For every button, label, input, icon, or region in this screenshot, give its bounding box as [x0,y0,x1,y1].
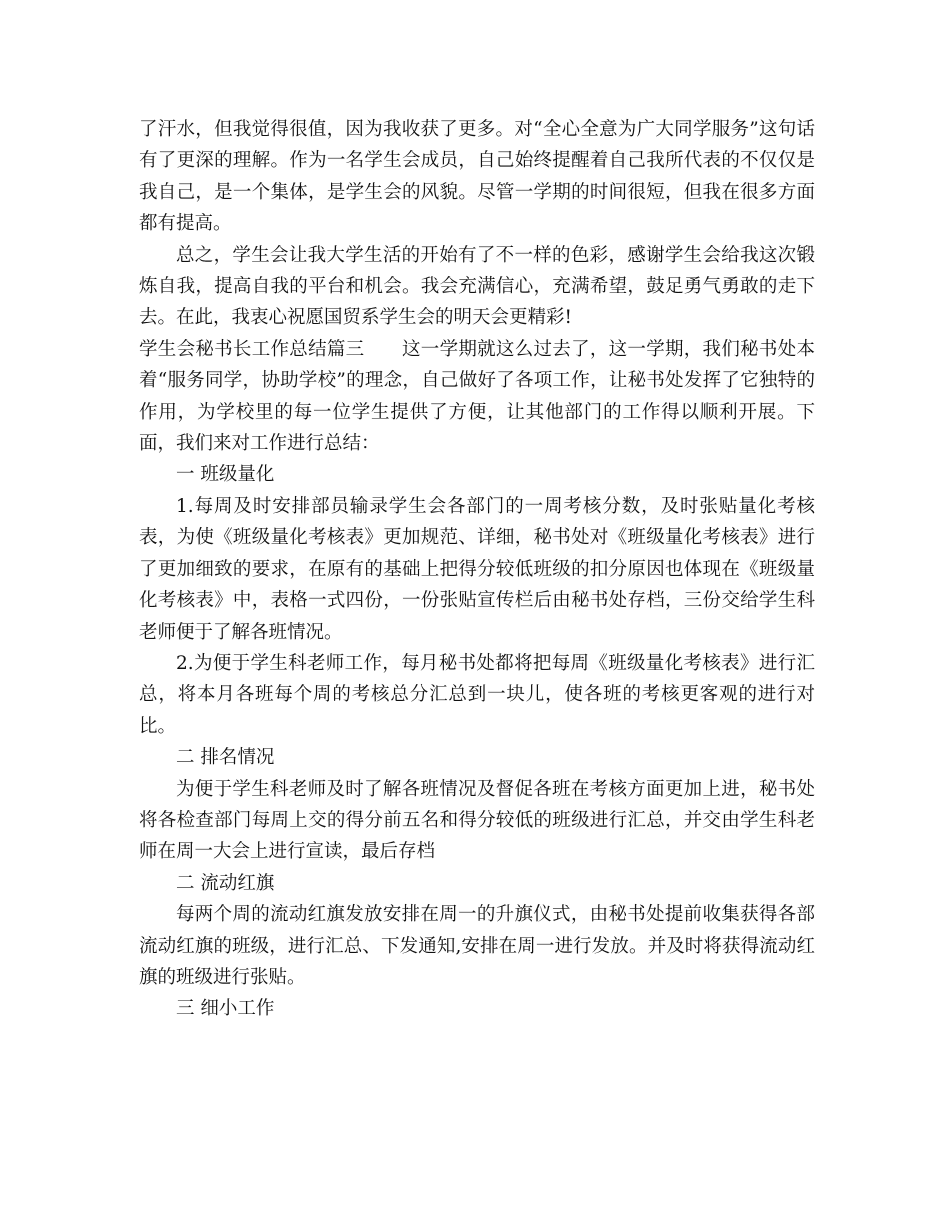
section-heading-1: 一 班级量化 [176,464,275,486]
paragraph-3: 学生会秘书长工作总结篇三 这一学期就这么过去了，这一学期，我们秘书处本着“服务同学，协助学校”的理念，自己做好了各项工作，让秘书处发挥了它独特的作用，为学校里的每一位学生提供了方便，让其他部门的工作得以顺利开展。下面，我们来对工作进行总结： [139,338,815,455]
paragraph-2: 总之，学生会让我大学生活的开始有了不一样的色彩，感谢学生会给我这次锻炼自我，提高自我的平台和机会。我会充满信心，充满希望，鼓足勇气勇敢的走下去。在此，我衷心祝愿国贸系学生会的明天会更精彩! [139,244,815,329]
paragraph-4: 1.每周及时安排部员输录学生会各部门的一周考核分数，及时张贴量化考核表，为使《班级量化考核表》更加规范、详细，秘书处对《班级量化考核表》进行了更加细致的要求，在原有的基础上把得分较低班级的扣分原因也体现在《班级量化考核表》中，表格一式四份，一份张贴宣传栏后由秘书处存档，三份交给学生科老师便于了解各班情况。 [139,495,815,643]
document-page [139,114,815,1025]
section-heading-2: 二 排名情况 [176,747,275,769]
paragraph-6: 为便于学生科老师及时了解各班情况及督促各班在考核方面更加上进，秘书处将各检查部门每周上交的得分前五名和得分较低的班级进行汇总，并交由学生科老师在周一大会上进行宣读，最后存档 [139,778,815,863]
paragraph-1: 了汗水，但我觉得很值，因为我收获了更多。对“全心全意为广大同学服务”这句话有了更深的理解。作为一名学生会成员，自己始终提醒着自己我所代表的不仅仅是我自己，是一个集体，是学生会的风貌。尽管一学期的时间很短，但我在很多方面都有提高。 [139,119,815,235]
paragraph-5: 2.为便于学生科老师工作，每月秘书处都将把每周《班级量化考核表》进行汇总，将本月各班每个周的考核总分汇总到一块儿，使各班的考核更客观的进行对比。 [139,652,815,737]
section-heading-3: 二 流动红旗 [176,872,275,894]
section-heading-4: 三 细小工作 [176,998,275,1020]
paragraph-7: 每两个周的流动红旗发放安排在周一的升旗仪式，由秘书处提前收集获得各部流动红旗的班级，进行汇总、下发通知,安排在周一进行发放。并及时将获得流动红旗的班级进行张贴。 [139,904,815,988]
